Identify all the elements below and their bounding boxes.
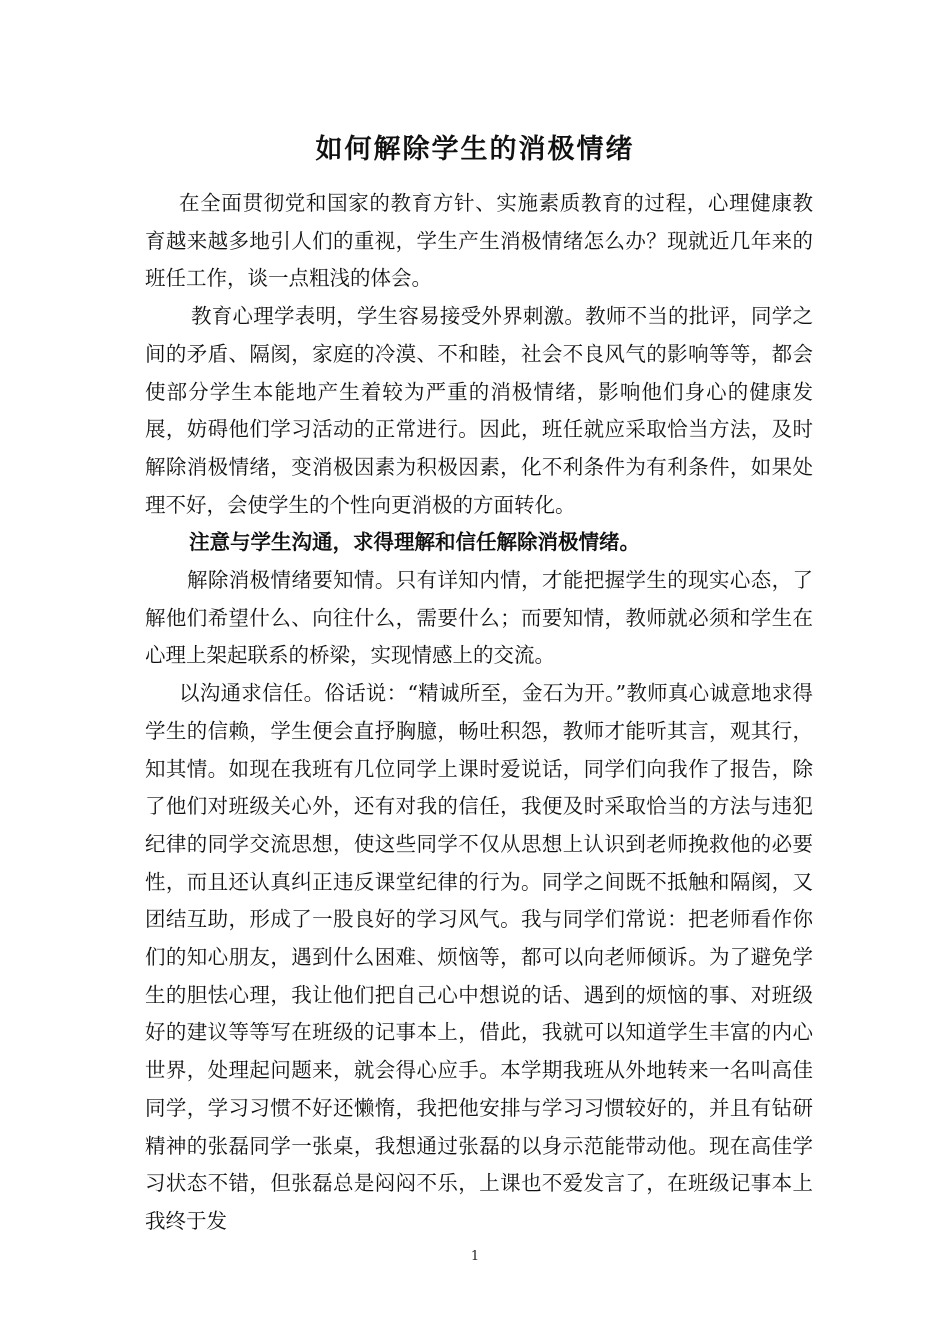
paragraph-know-situation: 解除消极情绪要知情。只有详知内情，才能把握学生的现实心态，了解他们希望什么、向往什么，需要什么；而要知情，教师就必须和学生在心理上架起联系的桥梁，实现情感上的交流。 [145, 568, 813, 668]
paragraph-psychology: 教育心理学表明，学生容易接受外界刺激。教师不当的批评，同学之间的矛盾、隔阂，家庭的冷漠、不和睦，社会不良风气的影响等等，都会使部分学生本能地产生着较为严重的消极情绪，影响他们身心的健康发展，妨碍他们学习活动的正常进行。因此，班任就应采取恰当方法，及时解除消极情绪，变消极因素为积极因素，化不利条件为有利条件，如果处理不好，会使学生的个性向更消极的方面转化。 [145, 304, 813, 517]
paragraph-communication: 以沟通求信任。俗话说：“精诚所至，金石为开。”教师真心诚意地求得学生的信赖，学生便会直抒胸臆，畅吐积怨，教师才能听其言，观其行，知其情。如现在我班有几位同学上课时爱说话，同学们向我作了报告，除了他们对班级关心外，还有对我的信任，我便及时采取恰当的方法与违犯纪律的同学交流思想，使这些同学不仅从思想上认识到老师挽救他的必要性，而且还认真纠正违反课堂纪律的行为。同学之间既不抵触和隔阂，又团结互助，形成了一股良好的学习风气。我与同学们常说：把老师看作你们的知心朋友，遇到什么困难、烦恼等，都可以向老师倾诉。为了避免学生的胆怯心理，我让他们把自己心中想说的话、遇到的烦恼的事、对班级好的建议等等写在班级的记事本上，借此，我就可以知道学生丰富的内心世界，处理起问题来，就会得心应手。本学期我班从外地转来一名叫高佳同学，学习习惯不好还懒惰，我把他安排与学习习惯较好的，并且有钻研精神的张磊同学一张桌，我想通过张磊的以身示范能带动他。现在高佳学习状态不错，但张磊总是闷闷不乐，上课也不爱发言了，在班级记事本上我终于发 [145, 681, 813, 1233]
document-title: 如何解除学生的消极情绪 [315, 134, 635, 165]
page-number: 1 [470, 1249, 480, 1264]
document-body [145, 185, 813, 1241]
section-heading: 注意与学生沟通，求得理解和信任解除消极情绪。 [189, 530, 640, 555]
paragraph-intro: 在全面贯彻党和国家的教育方针、实施素质教育的过程，心理健康教育越来越多地引人们的重视，学生产生消极情绪怎么办？现就近几年来的班任工作，谈一点粗浅的体会。 [145, 191, 813, 291]
